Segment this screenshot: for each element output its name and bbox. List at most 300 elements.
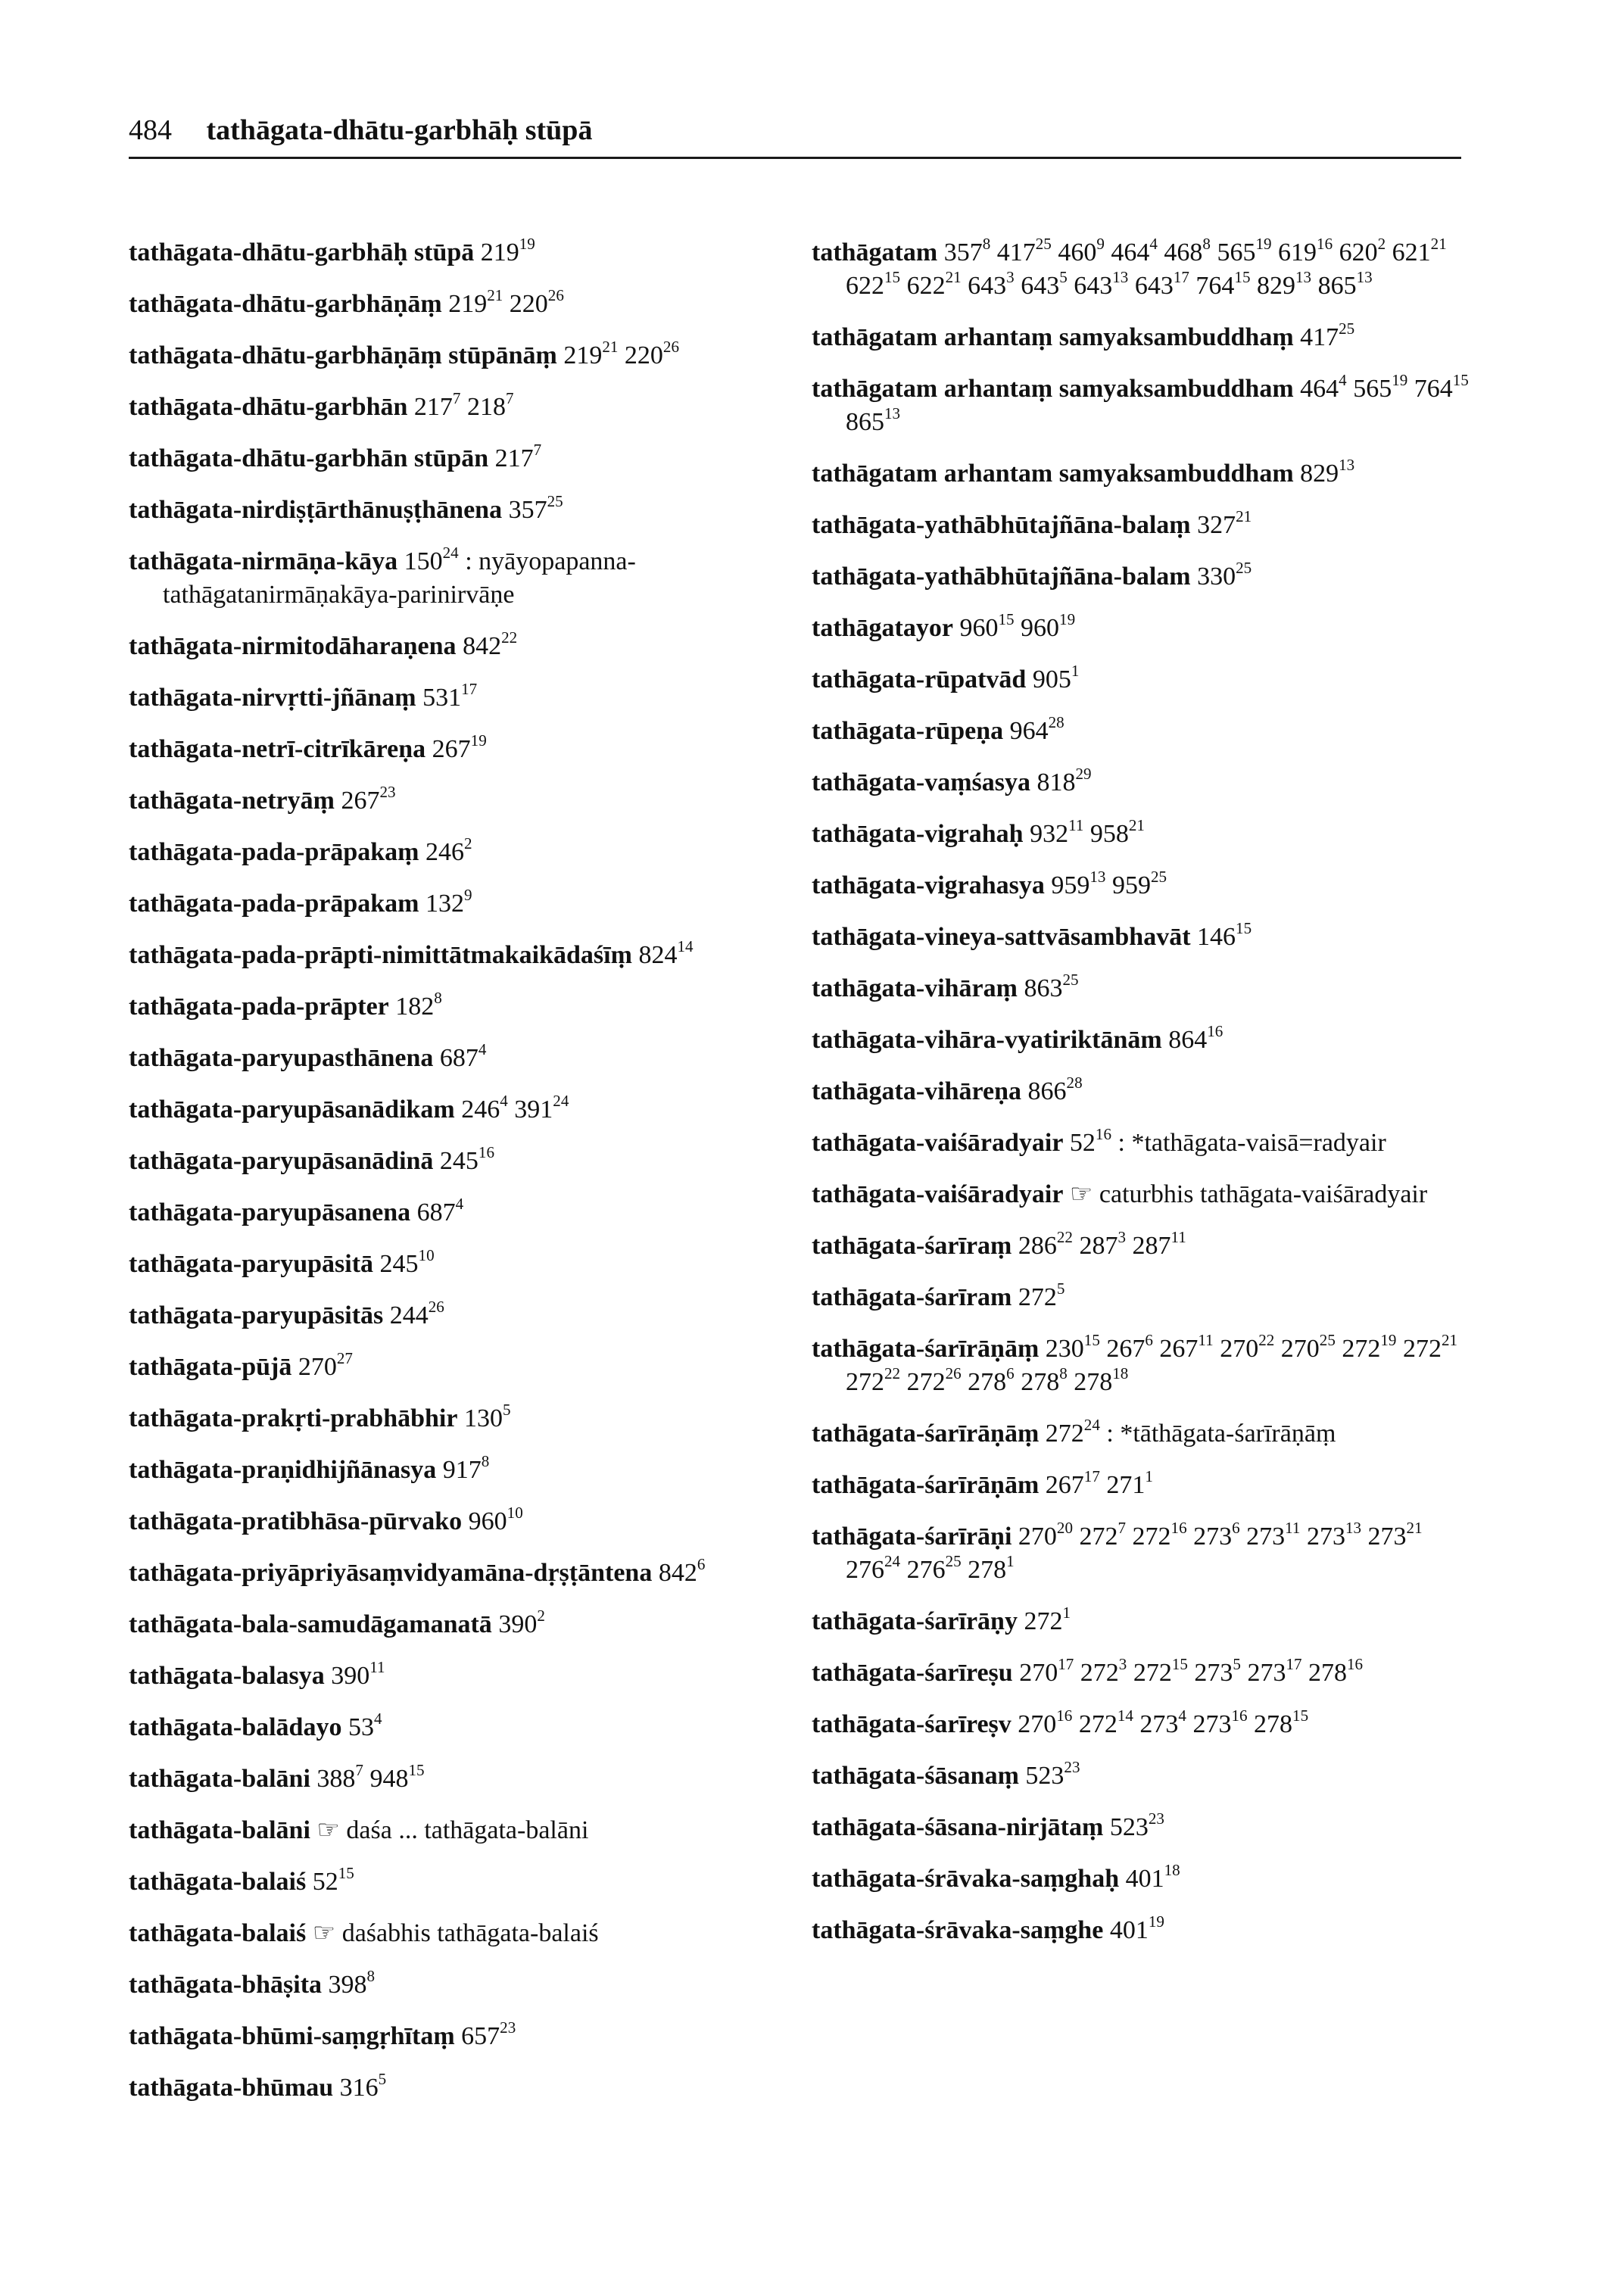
page-reference xyxy=(1132,1227,1186,1260)
page-reference xyxy=(1164,234,1211,266)
page-reference xyxy=(1159,1330,1214,1363)
reference-line: 16 xyxy=(1095,1124,1111,1143)
page-reference xyxy=(442,1451,490,1484)
reference-line: 4 xyxy=(1178,1706,1186,1725)
page-reference xyxy=(1032,661,1080,693)
entry-headword: tathāgata-vigrahaḥ xyxy=(812,820,1024,848)
reference-page: 272 xyxy=(1402,1335,1442,1363)
reference-page: 273 xyxy=(1194,1659,1233,1687)
page-reference xyxy=(461,2018,516,2050)
reference-page: 271 xyxy=(1106,1471,1146,1499)
see-also-pointer-icon: ☞ xyxy=(1069,1180,1093,1208)
reference-page: 272 xyxy=(1342,1335,1381,1363)
reference-page: 278 xyxy=(1254,1710,1293,1738)
index-entry xyxy=(812,1520,1470,1587)
page-reference xyxy=(1111,234,1158,266)
page-reference xyxy=(312,1863,354,1896)
index-entry xyxy=(129,1142,795,1178)
reference-line: 25 xyxy=(547,491,563,510)
page-reference xyxy=(463,1400,511,1432)
reference-line: 22 xyxy=(884,1364,901,1382)
page-reference xyxy=(1306,1518,1362,1551)
reference-line: 3 xyxy=(1006,267,1015,286)
reference-line: 20 xyxy=(1056,1518,1073,1537)
entry-headword: tathāgatam arhantaṃ samyaksambuddham xyxy=(812,375,1294,403)
page-reference xyxy=(1197,506,1252,539)
page-reference xyxy=(1254,1706,1309,1738)
reference-page: 960 xyxy=(468,1507,507,1535)
entry-headword: tathāgata-paryupāsanena xyxy=(129,1198,411,1226)
page-reference xyxy=(1021,267,1068,300)
entry-headword: tathāgata-paryupāsitā xyxy=(129,1250,374,1278)
entry-headword: tathāgata-nirvṛtti-jñānaṃ xyxy=(129,684,416,712)
reference-line: 10 xyxy=(418,1245,435,1264)
page-reference xyxy=(1280,1330,1336,1363)
reference-page: 330 xyxy=(1197,563,1236,591)
index-entry xyxy=(812,1811,1470,1844)
reference-line: 24 xyxy=(884,1551,901,1570)
entry-headword: tathāgata-śarīrāṇāṃ xyxy=(812,1420,1040,1448)
reference-line: 8 xyxy=(982,234,991,253)
reference-page: 687 xyxy=(416,1198,456,1226)
page-reference xyxy=(1109,1809,1164,1841)
entry-headword: tathāgata-rūpatvād xyxy=(812,665,1027,693)
reference-line: 26 xyxy=(428,1297,444,1316)
reference-page: 278 xyxy=(1308,1659,1348,1687)
reference-page: 417 xyxy=(1300,323,1339,351)
reference-page: 620 xyxy=(1339,238,1378,266)
entry-headword: tathāgata-bala-samudāgamanatā xyxy=(129,1610,492,1638)
page-reference xyxy=(422,679,478,712)
page-reference xyxy=(1036,764,1092,796)
reference-page: 464 xyxy=(1300,375,1339,403)
reference-line: 16 xyxy=(1317,234,1333,253)
reference-line: 15 xyxy=(1234,267,1251,286)
reference-line: 17 xyxy=(1173,267,1189,286)
reference-page: 272 xyxy=(1018,1283,1057,1311)
page-reference xyxy=(1353,370,1408,403)
entry-headword: tathāgata-śarīrāṇām xyxy=(812,1471,1040,1499)
page-reference xyxy=(1045,1330,1100,1363)
reference-line: 1 xyxy=(1071,661,1080,680)
reference-page: 272 xyxy=(846,1368,884,1396)
index-entry xyxy=(812,712,1470,748)
reference-page: 764 xyxy=(1195,272,1235,300)
index-entry xyxy=(129,1865,795,1899)
index-entry xyxy=(129,1711,795,1744)
reference-line: 16 xyxy=(1231,1706,1248,1725)
index-entry xyxy=(129,1093,795,1127)
header-rule xyxy=(129,157,1461,159)
entry-headword: tathāgata-vihāra-vyatiriktānām xyxy=(812,1026,1162,1054)
reference-line: 28 xyxy=(1066,1073,1083,1092)
entry-headword: tathāgata-śarīraṃ xyxy=(812,1232,1012,1260)
reference-line: 15 xyxy=(1083,1330,1100,1349)
page-reference xyxy=(1018,1279,1065,1311)
page-reference xyxy=(466,388,514,421)
reference-page: 245 xyxy=(439,1147,478,1175)
page-reference xyxy=(1197,918,1252,951)
page-reference xyxy=(1402,1330,1458,1363)
page-reference xyxy=(463,628,518,660)
reference-line: 21 xyxy=(945,267,962,286)
page-reference xyxy=(1079,1518,1127,1551)
reference-line: 15 xyxy=(1171,1654,1188,1673)
entry-headword: tathāgata-nirmitodāharaṇena xyxy=(129,632,457,660)
reference-line: 1 xyxy=(1062,1603,1071,1622)
entry-headword: tathāgata-śarīrāṇy xyxy=(812,1607,1018,1635)
reference-line: 11 xyxy=(1068,815,1084,834)
reference-line: 5 xyxy=(1056,1279,1065,1298)
reference-page: 523 xyxy=(1109,1813,1149,1841)
reference-page: 272 xyxy=(1080,1659,1119,1687)
entry-headword: tathāgata-pratibhāsa-pūrvako xyxy=(129,1507,463,1535)
reference-line: 23 xyxy=(1148,1809,1164,1828)
reference-line: 13 xyxy=(1339,455,1355,474)
reference-line: 13 xyxy=(884,404,901,422)
reference-page: 230 xyxy=(1045,1335,1084,1363)
entry-headword: tathāgata-netrī-citrīkāreṇa xyxy=(129,735,426,763)
page-reference xyxy=(498,1606,545,1638)
entry-headword: tathāgata-śarīram xyxy=(812,1283,1012,1311)
reference-line: 2 xyxy=(1377,234,1386,253)
index-entry xyxy=(129,339,795,372)
reference-line: 26 xyxy=(547,285,564,304)
reference-page: 272 xyxy=(1024,1607,1063,1635)
reference-page: 905 xyxy=(1032,665,1071,693)
page-reference xyxy=(331,1657,385,1690)
index-entry xyxy=(129,491,795,527)
reference-page: 272 xyxy=(1132,1523,1171,1551)
reference-page: 468 xyxy=(1164,238,1203,266)
reference-line: 4 xyxy=(500,1091,508,1110)
page-reference xyxy=(943,234,991,266)
index-entry xyxy=(812,1914,1470,1947)
reference-line: 7 xyxy=(452,388,461,407)
index-entry xyxy=(812,1332,1470,1399)
entry-headword: tathāgata-vaiśāradyair xyxy=(812,1180,1064,1208)
reference-page: 842 xyxy=(658,1559,697,1587)
page-reference xyxy=(1256,267,1312,300)
index-entry xyxy=(812,236,1470,303)
reference-line: 8 xyxy=(366,1966,376,1985)
page-reference xyxy=(906,1551,962,1584)
page-reference xyxy=(1197,558,1252,591)
reference-page: 273 xyxy=(1246,1523,1286,1551)
index-entry xyxy=(129,1917,795,1950)
page-reference xyxy=(509,285,564,318)
entry-note: : *tāthāgata-śarīrāṇāṃ xyxy=(1106,1420,1336,1448)
reference-line: 8 xyxy=(434,988,442,1007)
index-entry xyxy=(129,236,795,270)
reference-page: 246 xyxy=(425,838,464,866)
reference-page: 272 xyxy=(1079,1523,1118,1551)
page-reference xyxy=(846,404,901,436)
reference-page: 278 xyxy=(1021,1368,1060,1396)
reference-line: 6 xyxy=(697,1554,706,1573)
reference-line: 14 xyxy=(1117,1706,1133,1725)
reference-page: 217 xyxy=(494,444,534,472)
page-reference xyxy=(959,609,1015,642)
page-reference xyxy=(1339,234,1386,266)
reference-line: 22 xyxy=(1258,1330,1275,1349)
reference-line: 3 xyxy=(1117,1227,1127,1246)
page-reference xyxy=(1030,815,1084,848)
entry-note: : *tathāgata-vaisā=radyair xyxy=(1117,1129,1386,1157)
reference-page: 245 xyxy=(379,1250,419,1278)
entry-headword: tathāgata-śāsanaṃ xyxy=(812,1762,1019,1790)
reference-page: 621 xyxy=(1392,238,1431,266)
reference-line: 21 xyxy=(1128,815,1145,834)
reference-line: 17 xyxy=(1083,1466,1100,1485)
index-entry xyxy=(129,681,795,715)
reference-line: 15 xyxy=(884,267,901,286)
reference-line: 5 xyxy=(1059,267,1068,286)
index-entry xyxy=(812,1654,1470,1690)
reference-line: 10 xyxy=(507,1503,523,1522)
reference-page: 150 xyxy=(404,547,443,575)
reference-page: 53 xyxy=(348,1713,374,1741)
index-entry xyxy=(129,1657,795,1693)
reference-page: 948 xyxy=(369,1765,409,1793)
reference-page: 52 xyxy=(1069,1129,1096,1157)
reference-line: 24 xyxy=(1083,1415,1100,1434)
reference-page: 388 xyxy=(316,1765,356,1793)
page-reference xyxy=(468,1503,523,1535)
reference-line: 2 xyxy=(537,1606,545,1625)
page-reference xyxy=(439,1142,494,1175)
page-reference xyxy=(1192,1706,1248,1738)
reference-page: 219 xyxy=(563,341,603,369)
reference-page: 417 xyxy=(996,238,1036,266)
see-also-pointer-icon: ☞ xyxy=(312,1919,336,1947)
reference-line: 4 xyxy=(455,1194,464,1213)
entry-headword: tathāgata-śāsana-nirjātaṃ xyxy=(812,1813,1104,1841)
reference-line: 26 xyxy=(945,1364,962,1382)
reference-page: 327 xyxy=(1197,511,1236,539)
page-reference xyxy=(508,491,563,524)
reference-line: 25 xyxy=(1236,558,1252,577)
page-reference xyxy=(316,1760,363,1793)
running-title: tathāgata-dhātu-garbhāḥ stūpā xyxy=(206,114,593,146)
entry-headword: tathāgata-śarīrāṇāṃ xyxy=(812,1335,1040,1363)
reference-page: 220 xyxy=(624,341,663,369)
reference-page: 270 xyxy=(1018,1710,1057,1738)
reference-page: 220 xyxy=(509,290,548,318)
page-reference xyxy=(1078,1706,1133,1738)
reference-page: 865 xyxy=(1317,272,1357,300)
index-entry xyxy=(812,1021,1470,1057)
reference-page: 565 xyxy=(1353,375,1392,403)
reference-page: 270 xyxy=(298,1353,337,1381)
reference-page: 278 xyxy=(1074,1368,1113,1396)
index-entry xyxy=(812,663,1470,697)
reference-page: 866 xyxy=(1027,1077,1067,1105)
page-reference xyxy=(514,1091,569,1124)
page-reference xyxy=(1132,1518,1187,1551)
reference-line: 4 xyxy=(1339,370,1347,389)
index-entry xyxy=(129,1402,795,1435)
page-reference xyxy=(906,1364,962,1396)
index-entry xyxy=(812,321,1470,354)
entry-headword: tathāgata-balasya xyxy=(129,1662,325,1690)
reference-line: 8 xyxy=(1202,234,1211,253)
page-reference xyxy=(1111,867,1167,899)
index-entry xyxy=(129,1554,795,1590)
index-entry xyxy=(129,442,795,475)
page-reference xyxy=(298,1348,353,1381)
page-reference xyxy=(1018,1518,1073,1551)
index-entry xyxy=(812,1417,1470,1451)
index-entry xyxy=(812,1075,1470,1108)
entry-headword: tathāgatam xyxy=(812,238,938,266)
index-entry xyxy=(812,506,1470,542)
reference-page: 398 xyxy=(328,1971,367,1999)
entry-headword: tathāgata-nirdiṣṭārthānuṣṭhānena xyxy=(129,496,503,524)
page-reference xyxy=(425,885,472,918)
index-entry xyxy=(129,1348,795,1384)
entry-note: daśabhis tathāgata-balaiś xyxy=(341,1919,599,1947)
reference-page: 272 xyxy=(1045,1420,1084,1448)
index-entry xyxy=(129,784,795,818)
reference-line: 19 xyxy=(1380,1330,1397,1349)
reference-line: 15 xyxy=(998,609,1015,628)
reference-line: 21 xyxy=(1406,1518,1423,1537)
index-entry xyxy=(812,815,1470,851)
reference-line: 21 xyxy=(602,337,619,356)
page-reference xyxy=(1079,1227,1127,1260)
reference-line: 17 xyxy=(461,679,478,698)
reference-page: 565 xyxy=(1217,238,1256,266)
reference-line: 15 xyxy=(1292,1706,1309,1725)
reference-page: 130 xyxy=(463,1404,503,1432)
reference-page: 273 xyxy=(1193,1523,1233,1551)
index-entry xyxy=(812,1124,1470,1160)
page-reference xyxy=(1018,1227,1073,1260)
reference-page: 286 xyxy=(1018,1232,1057,1260)
reference-line: 16 xyxy=(1347,1654,1364,1673)
reference-page: 829 xyxy=(1256,272,1295,300)
reference-page: 357 xyxy=(508,496,547,524)
page-reference xyxy=(1024,970,1079,1002)
page-reference xyxy=(1134,267,1189,300)
reference-page: 863 xyxy=(1024,974,1063,1002)
page-reference xyxy=(1109,1912,1164,1944)
reference-line: 17 xyxy=(1286,1654,1302,1673)
reference-line: 25 xyxy=(1035,234,1052,253)
reference-page: 217 xyxy=(413,393,453,421)
reference-line: 24 xyxy=(442,543,459,562)
reference-page: 619 xyxy=(1278,238,1317,266)
page-reference xyxy=(1018,1706,1073,1738)
entry-headword: tathāgata-balāni xyxy=(129,1816,310,1844)
reference-line: 16 xyxy=(1207,1021,1223,1040)
reference-page: 391 xyxy=(514,1096,553,1124)
page-reference xyxy=(1051,867,1106,899)
reference-page: 218 xyxy=(466,393,506,421)
entry-headword: tathāgata-śarīreṣv xyxy=(812,1710,1011,1738)
index-entry xyxy=(129,1814,795,1847)
page-reference xyxy=(328,1966,376,1999)
page-reference xyxy=(341,782,396,815)
page-reference xyxy=(846,1551,901,1584)
reference-line: 8 xyxy=(481,1451,490,1470)
reference-page: 273 xyxy=(1306,1523,1345,1551)
page-reference xyxy=(439,1039,487,1072)
reference-line: 26 xyxy=(662,337,679,356)
reference-line: 23 xyxy=(1064,1757,1080,1776)
entry-headword: tathāgata-vihāraṃ xyxy=(812,974,1018,1002)
page-reference xyxy=(1195,267,1251,300)
reference-page: 401 xyxy=(1109,1916,1149,1944)
reference-line: 7 xyxy=(1117,1518,1127,1537)
reference-page: 643 xyxy=(1021,272,1060,300)
entry-headword: tathāgata-dhātu-garbhān stūpān xyxy=(129,444,489,472)
entry-headword: tathāgata-nirmāṇa-kāya xyxy=(129,547,398,575)
reference-page: 132 xyxy=(425,890,464,918)
reference-line: 1 xyxy=(1006,1551,1015,1570)
index-entry xyxy=(129,1196,795,1230)
entry-headword: tathāgata-dhātu-garbhān xyxy=(129,393,408,421)
index-entry xyxy=(129,1245,795,1281)
page-reference xyxy=(1246,1518,1301,1551)
index-entry xyxy=(812,766,1470,799)
index-entry xyxy=(812,560,1470,594)
entry-headword: tathāgata-dhātu-garbhāḥ stūpā xyxy=(129,238,475,266)
reference-line: 7 xyxy=(355,1760,363,1779)
reference-line: 13 xyxy=(1112,267,1129,286)
page-reference xyxy=(1392,234,1447,266)
page-reference xyxy=(413,388,461,421)
entry-headword: tathāgata-rūpeṇa xyxy=(812,717,1004,745)
reference-page: 657 xyxy=(461,2022,500,2050)
running-header xyxy=(129,114,592,147)
index-entry xyxy=(812,1708,1470,1741)
entry-headword: tathāgata-pada-prāpakam xyxy=(129,890,419,918)
page-reference xyxy=(846,267,901,300)
reference-page: 316 xyxy=(339,2074,379,2102)
page-reference xyxy=(658,1554,706,1587)
entry-headword: tathāgata-netryāṃ xyxy=(129,787,335,815)
page-reference xyxy=(1045,1466,1100,1499)
reference-line: 19 xyxy=(1148,1912,1164,1931)
entry-headword: tathāgata-paryupasthānena xyxy=(129,1044,434,1072)
reference-page: 464 xyxy=(1111,238,1150,266)
page-reference xyxy=(425,834,472,866)
reference-line: 14 xyxy=(677,937,694,955)
reference-line: 8 xyxy=(1059,1364,1068,1382)
reference-line: 23 xyxy=(379,782,396,801)
entry-headword: tathāgata-śarīrāṇi xyxy=(812,1523,1012,1551)
reference-page: 932 xyxy=(1030,820,1069,848)
reference-page: 273 xyxy=(1367,1523,1407,1551)
reference-line: 6 xyxy=(1145,1330,1153,1349)
reference-page: 959 xyxy=(1111,871,1151,899)
reference-page: 270 xyxy=(1220,1335,1259,1363)
reference-line: 29 xyxy=(1075,764,1092,783)
page-reference xyxy=(461,1091,508,1124)
entry-headword: tathāgatam arhantam samyaksambuddham xyxy=(812,460,1294,488)
index-entry xyxy=(129,1760,795,1796)
page-reference xyxy=(1089,815,1145,848)
index-entry xyxy=(129,1451,795,1487)
reference-line: 11 xyxy=(1170,1227,1186,1246)
reference-line: 13 xyxy=(1295,267,1312,286)
reference-page: 824 xyxy=(638,941,678,969)
reference-line: 7 xyxy=(505,388,514,407)
reference-line: 9 xyxy=(1096,234,1105,253)
reference-line: 16 xyxy=(478,1142,494,1161)
